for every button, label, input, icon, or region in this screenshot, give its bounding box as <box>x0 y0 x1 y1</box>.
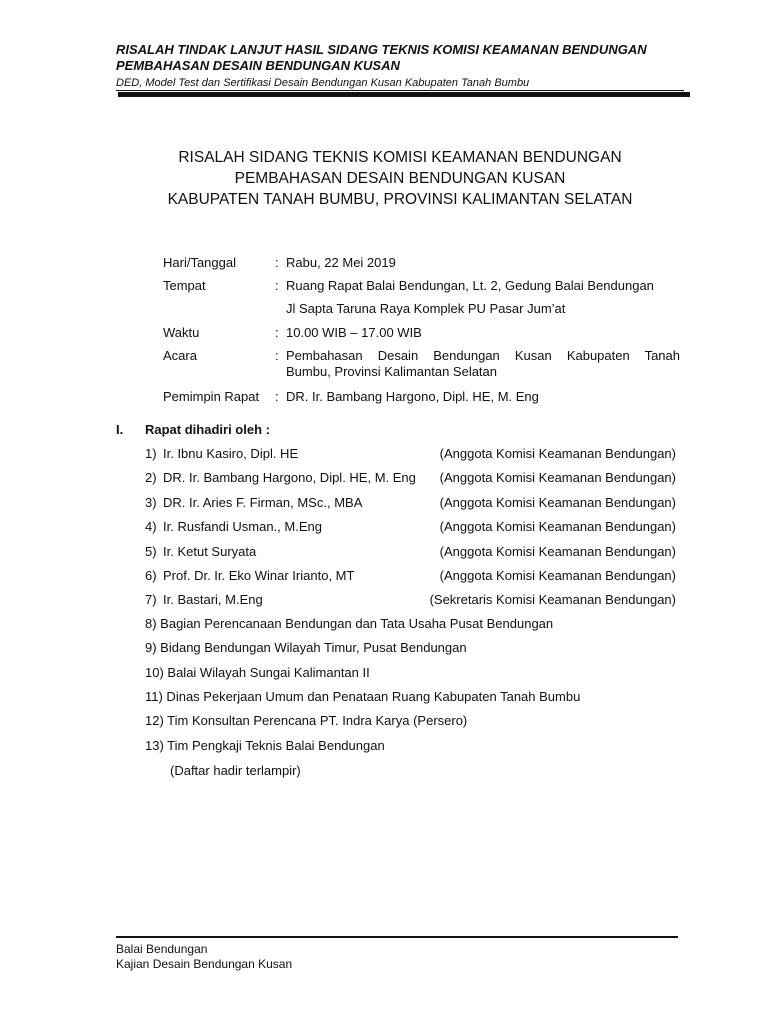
date-label: Hari/Tanggal <box>163 255 236 270</box>
agenda-value <box>286 348 680 380</box>
agenda-value-line-2: Bumbu, Provinsi Kalimantan Selatan <box>286 364 498 379</box>
attendee-role: (Anggota Komisi Keamanan Bendungan) <box>439 495 676 510</box>
organization-item: 10) Balai Wilayah Sungai Kalimantan II <box>145 665 370 680</box>
attendee-role: (Anggota Komisi Keamanan Bendungan) <box>439 568 676 583</box>
attendee-name: Prof. Dr. Ir. Eko Winar Irianto, MT <box>163 568 355 583</box>
attendee-role: (Anggota Komisi Keamanan Bendungan) <box>439 446 676 461</box>
attendee-role: (Sekretaris Komisi Keamanan Bendungan) <box>429 592 676 607</box>
chair-label: Pemimpin Rapat <box>163 389 260 404</box>
title-line-2: PEMBAHASAN DESAIN BENDUNGAN KUSAN <box>234 170 566 187</box>
place-value-line-1: Ruang Rapat Balai Bendungan, Lt. 2, Gedung Balai Bendungan <box>286 278 654 293</box>
attendee-name: Ir. Bastari, M.Eng <box>163 592 263 607</box>
header-subtitle: DED, Model Test dan Sertifikasi Desain Bendungan Kusan Kabupaten Tanah Bumbu <box>116 77 530 89</box>
attendee-name: DR. Ir. Aries F. Firman, MSc., MBA <box>163 495 363 510</box>
header-divider-thin <box>116 90 684 91</box>
place-colon: : <box>275 278 279 293</box>
title-line-3: KABUPATEN TANAH BUMBU, PROVINSI KALIMANTAN SELATAN <box>167 191 633 208</box>
attendee-name: Ir. Ibnu Kasiro, Dipl. HE <box>163 446 299 461</box>
organization-item: 13) Tim Pengkaji Teknis Balai Bendungan <box>145 738 385 753</box>
place-value-line-2: Jl Sapta Taruna Raya Komplek PU Pasar Jum’at <box>286 301 566 316</box>
attendee-name: Ir. Rusfandi Usman., M.Eng <box>163 519 322 534</box>
organization-item: 8) Bagian Perencanaan Bendungan dan Tata Usaha Pusat Bendungan <box>145 616 554 631</box>
time-label: Waktu <box>163 325 200 340</box>
footer-divider <box>116 936 678 938</box>
title-line-1: RISALAH SIDANG TEKNIS KOMISI KEAMANAN BENDUNGAN <box>178 149 622 166</box>
attendee-number: 6) <box>145 568 157 583</box>
agenda-value-line-1: Pembahasan Desain Bendungan Kusan Kabupaten Tanah <box>286 348 680 363</box>
attendee-number: 2) <box>145 470 157 485</box>
attendee-role: (Anggota Komisi Keamanan Bendungan) <box>439 544 676 559</box>
attendee-number: 1) <box>145 446 157 461</box>
organization-item: 11) Dinas Pekerjaan Umum dan Penataan Ruang Kabupaten Tanah Bumbu <box>145 689 581 704</box>
date-colon: : <box>275 255 279 270</box>
attendee-role: (Anggota Komisi Keamanan Bendungan) <box>439 470 676 485</box>
attendance-note: (Daftar hadir terlampir) <box>170 763 301 778</box>
attendee-role: (Anggota Komisi Keamanan Bendungan) <box>439 519 676 534</box>
footer-line-1: Balai Bendungan <box>116 942 208 956</box>
attendee-number: 4) <box>145 519 157 534</box>
chair-value: DR. Ir. Bambang Hargono, Dipl. HE, M. Eng <box>286 389 539 404</box>
document-title <box>116 147 684 210</box>
agenda-colon: : <box>275 348 279 363</box>
place-label: Tempat <box>163 278 206 293</box>
attendee-name: Ir. Ketut Suryata <box>163 544 257 559</box>
header-title-line-1: RISALAH TINDAK LANJUT HASIL SIDANG TEKNIS KOMISI KEAMANAN BENDUNGAN <box>116 42 647 57</box>
footer-line-2: Kajian Desain Bendungan Kusan <box>116 957 293 971</box>
attendee-name: DR. Ir. Bambang Hargono, Dipl. HE, M. Eng <box>163 470 416 485</box>
chair-colon: : <box>275 389 279 404</box>
date-value: Rabu, 22 Mei 2019 <box>286 255 396 270</box>
section-title: Rapat dihadiri oleh : <box>145 422 270 437</box>
time-colon: : <box>275 325 279 340</box>
organization-item: 9) Bidang Bendungan Wilayah Timur, Pusat Bendungan <box>145 640 467 655</box>
header-title-line-2: PEMBAHASAN DESAIN BENDUNGAN KUSAN <box>116 58 400 73</box>
attendee-number: 7) <box>145 592 157 607</box>
header-divider-thick <box>118 92 690 97</box>
agenda-label: Acara <box>163 348 197 363</box>
attendee-number: 3) <box>145 495 157 510</box>
time-value: 10.00 WIB – 17.00 WIB <box>286 325 422 340</box>
attendee-number: 5) <box>145 544 157 559</box>
section-number: I. <box>116 422 124 437</box>
organization-item: 12) Tim Konsultan Perencana PT. Indra Karya (Persero) <box>145 713 468 728</box>
